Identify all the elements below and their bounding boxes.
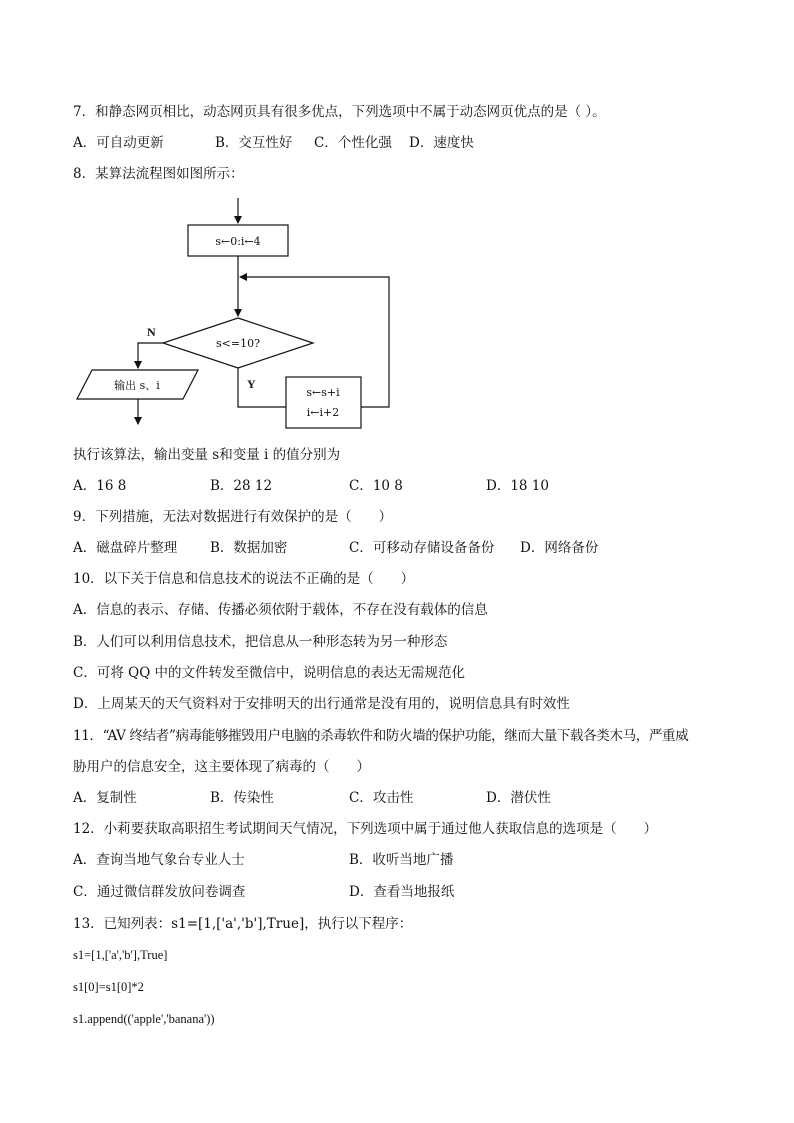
no-label: N [147,325,156,339]
body-line1: s←s+i [306,386,340,399]
yes-label: Y [247,377,256,391]
q8-option-d: D．18 10 [486,478,549,494]
q10-option-a: A．信息的表示、存储、传播必须依附于载体，不存在没有载体的信息 [73,602,488,618]
q7-option-b: B．交互性好 [215,135,293,151]
q11-option-c: C．攻击性 [349,790,414,806]
q8-option-b: B．28 12 [210,478,273,494]
q11-option-a: A．复制性 [73,790,137,806]
q7-option-d: D．速度快 [409,135,474,151]
q8-question: 执行该算法，输出变量 s和变量 i 的值分别为 [73,447,341,463]
q9-stem: 9．下列措施，无法对数据进行有效保护的是（ ） [73,509,393,525]
q9-option-c: C．可移动存储设备备份 [349,540,495,556]
q12-option-c: C．通过微信群发放问卷调查 [73,884,246,900]
q7-stem: 7．和静态网页相比，动态网页具有很多优点，下列选项中不属于动态网页优点的是（ ）。 [73,104,606,120]
q10-option-d: D．上周某天的天气资料对于安排明天的出行通常是没有用的，说明信息具有时效性 [73,696,570,712]
q9-option-b: B．数据加密 [210,540,288,556]
q8-option-c: C．10 8 [349,478,403,494]
q11-option-d: D．潜伏性 [486,790,551,806]
q9-option-d: D．网络备份 [520,540,599,556]
output-text: 输出 s、i [114,379,160,392]
q12-option-d: D．查看当地报纸 [349,884,455,900]
q10-stem: 10．以下关于信息和信息技术的说法不正确的是（ ） [73,571,415,587]
q7-option-a: A．可自动更新 [73,135,164,151]
flowchart [0,190,794,435]
q11-option-b: B．传染性 [210,790,274,806]
q11-stem-line2: 胁用户的信息安全，这主要体现了病毒的（ ） [73,759,370,775]
init-text: s←0:i←4 [215,235,261,248]
q13-code-line-1: s1=[1,['a','b'],True] [73,948,168,962]
q10-option-b: B．人们可以利用信息技术，把信息从一种形态转为另一种形态 [73,634,448,650]
q13-code-line-3: s1.append(('apple','banana')) [73,1012,215,1026]
q8-stem: 8．某算法流程图如图所示： [73,166,244,182]
body-box [286,377,361,428]
q8-option-a: A．16 8 [73,478,127,494]
q10-option-c: C．可将 QQ 中的文件转发至微信中，说明信息的表达无需规范化 [73,665,466,681]
no-branch-arrow [138,343,163,368]
q7-option-c: C．个性化强 [314,135,392,151]
q12-option-a: A．查询当地气象台专业人士 [73,852,245,868]
q11-stem-line1: 11．“AV 终结者”病毒能够摧毁用户电脑的杀毒软件和防火墙的保护功能，继而大量下载各类木马，严重威 [73,728,689,744]
q13-code-line-2: s1[0]=s1[0]*2 [73,980,144,994]
q9-option-a: A．磁盘碎片整理 [73,540,178,556]
yes-branch-line [238,368,286,407]
condition-text: s<=10? [216,337,260,350]
q12-stem: 12．小莉要获取高职招生考试期间天气情况，下列选项中属于通过他人获取信息的选项是（ ） [73,821,658,837]
body-line2: i←i+2 [306,406,340,419]
q12-option-b: B．收听当地广播 [349,852,454,868]
q13-stem: 13．已知列表：s1=[1,['a','b'],True]，执行以下程序： [73,916,413,932]
